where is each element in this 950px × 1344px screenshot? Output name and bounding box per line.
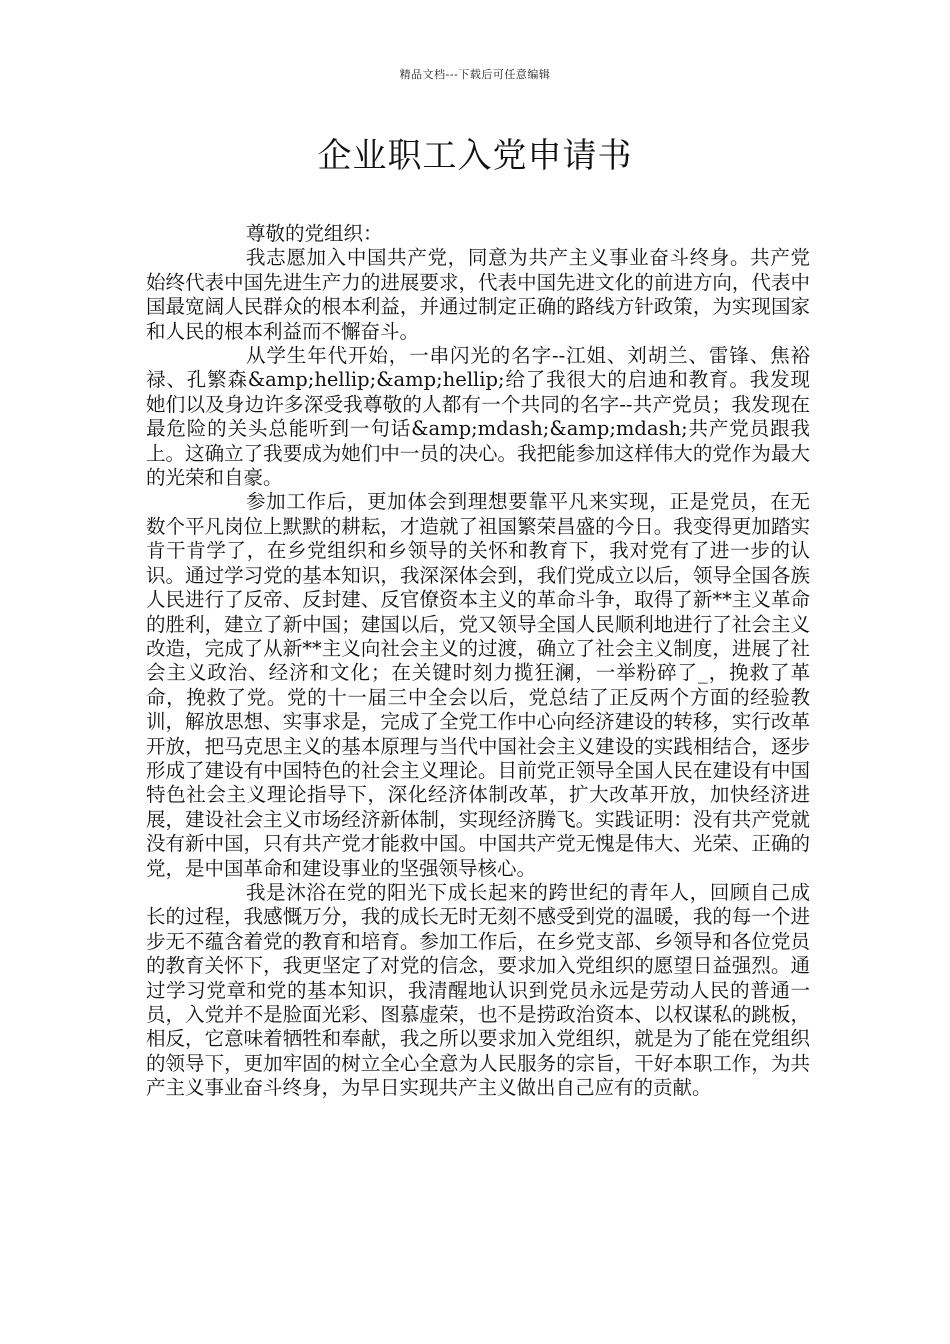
paragraph-1: 我志愿加入中国共产党，同意为共产主义事业奋斗终身。共产党始终代表中国先进生产力的进展要求，代表中国先进文化的前进方向，代表中国最宽阔人民群众的根本利益，并通过制定正确的路线方针政策，为实现国家和人民的根本利益而不懈奋斗。 [146, 246, 810, 343]
paragraph-4: 我是沐浴在党的阳光下成长起来的跨世纪的青年人，回顾自己成长的过程，我感慨万分，我的成长无时无刻不感受到党的温暖，我的每一个进步无不蕴含着党的教育和培育。参加工作后，在乡党支部、乡领导和各位党员的教育关怀下，我更坚定了对党的信念，要求加入党组织的愿望日益强烈。通过学习党章和党的基本知识，我清醒地认识到党员永远是劳动人民的普通一员，入党并不是脸面光彩、图慕虚荣，也不是捞政治资本、以权谋私的跳板，相反，它意味着牺牲和奉献，我之所以要求加入党组织，就是为了能在党组织的领导下，更加牢固的树立全心全意为人民服务的宗旨，干好本职工作，为共产主义事业奋斗终身，为早日实现共产主义做出自己应有的贡献。 [146, 880, 810, 1100]
salutation: 尊敬的党组织： [246, 222, 383, 245]
document-body [146, 222, 810, 1101]
paragraph-2: 从学生年代开始，一串闪光的名字--江姐、刘胡兰、雷锋、焦裕禄、孔繁森&amp;hellip;&amp;hellip;给了我很大的启迪和教育。我发现她们以及身边许多深受我尊敬的人都有一个共同的名字--共产党员；我发现在最危险的关头总能听到一句话&amp;mdash;&amp;mdash;共产党员跟我上。这确立了我要成为她们中一员的决心。我把能参加这样伟大的党作为最大的光荣和自豪。 [146, 344, 810, 490]
document-title: 企业职工入党申请书 [317, 136, 633, 176]
page-header-note: 精品文档---下载后可任意编辑 [399, 68, 551, 81]
paragraph-3: 参加工作后，更加体会到理想要靠平凡来实现，正是党员，在无数个平凡岗位上默默的耕耘，才造就了祖国繁荣昌盛的今日。我变得更加踏实肯干肯学了，在乡党组织和乡领导的关怀和教育下，我对党有了进一步的认识。通过学习党的基本知识，我深深体会到，我们党成立以后，领导全国各族人民进行了反帝、反封建、反官僚资本主义的革命斗争，取得了新**主义革命的胜利，建立了新中国；建国以后，党又领导全国人民顺利地进行了社会主义改造，完成了从新**主义向社会主义的过渡，确立了社会主义制度，进展了社会主义政治、经济和文化；在关键时刻力揽狂澜，一举粉碎了_，挽救了革命，挽救了党。党的十一届三中全会以后，党总结了正反两个方面的经验教训，解放思想、实事求是，完成了全党工作中心向经济建设的转移，实行改革开放，把马克思主义的基本原理与当代中国社会主义建设的实践相结合，逐步形成了建设有中国特色的社会主义理论。目前党正领导全国人民在建设有中国特色社会主义理论指导下，深化经济体制改革，扩大改革开放，加快经济进展，建设社会主义市场经济新体制，实现经济腾飞。实践证明：没有共产党就没有新中国，只有共产党才能救中国。中国共产党无愧是伟大、光荣、正确的党，是中国革命和建设事业的坚强领导核心。 [146, 490, 810, 880]
